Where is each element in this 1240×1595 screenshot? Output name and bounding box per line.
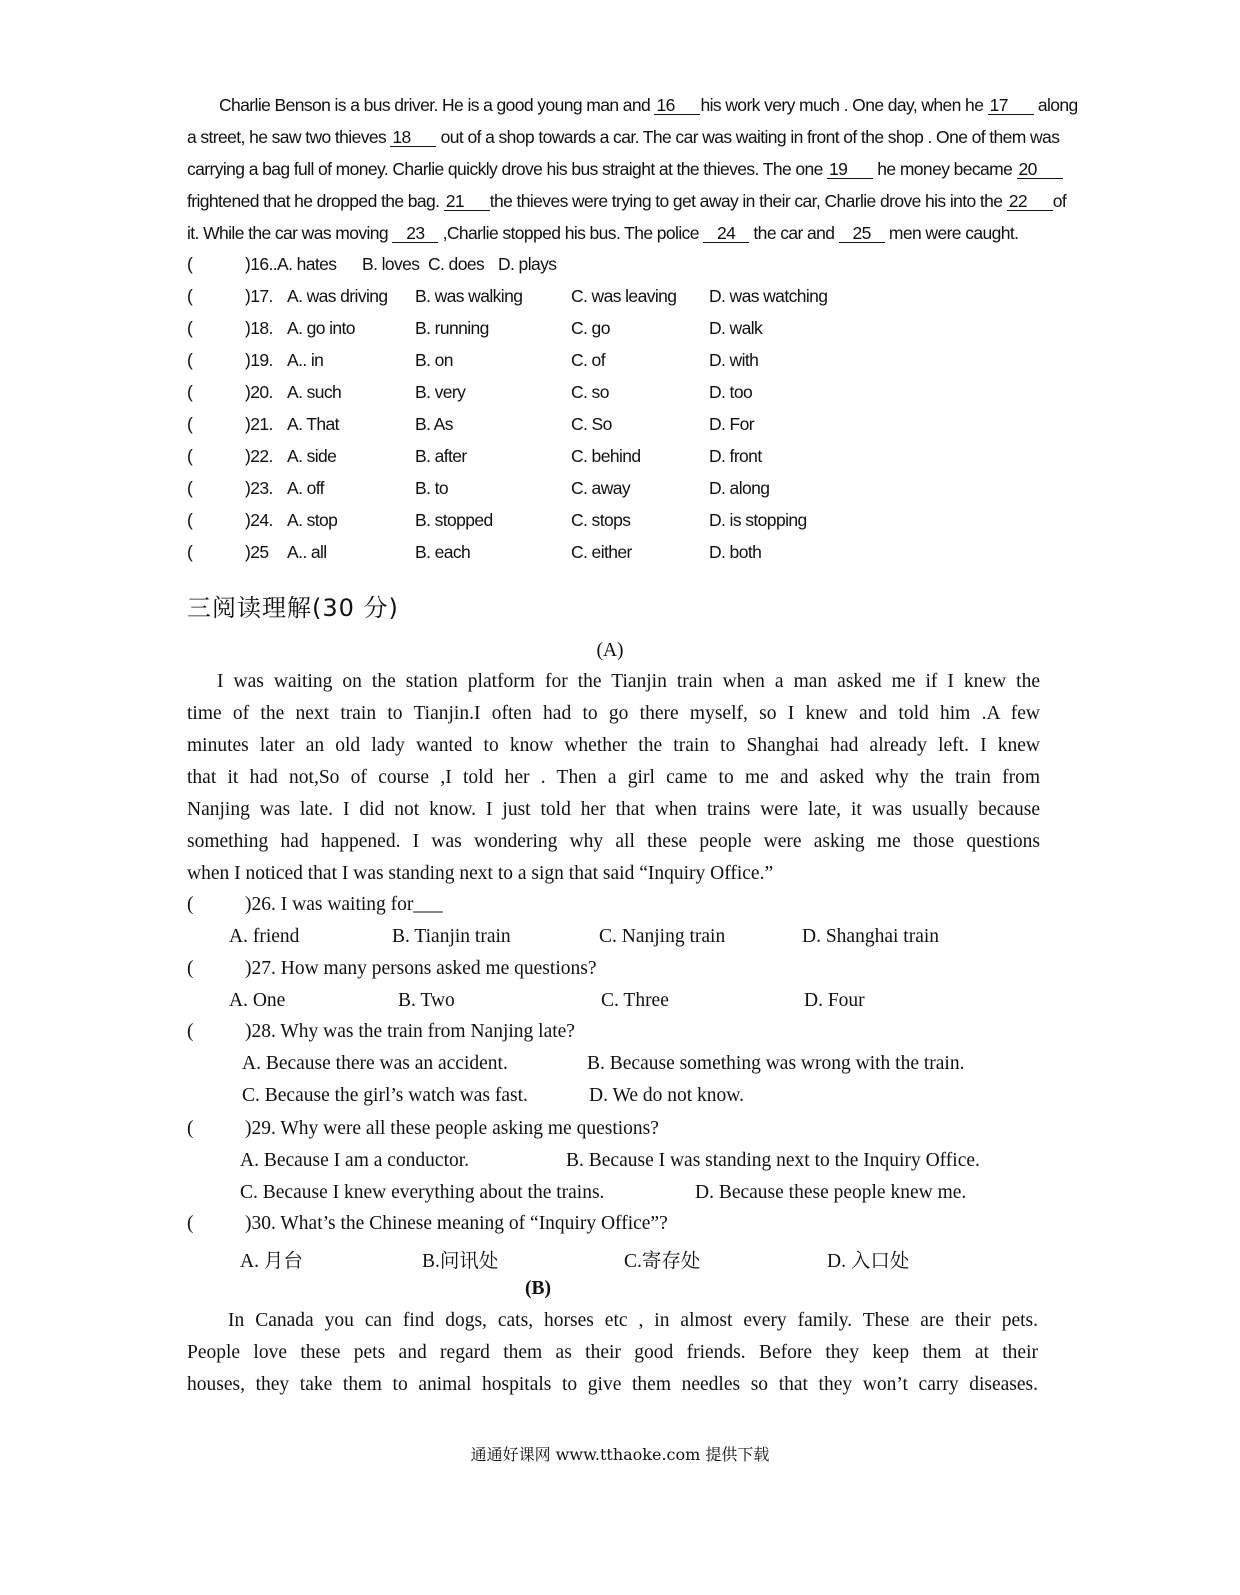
option-c: C. Because the girl’s watch was fast. [242,1085,528,1106]
passage-line: houses, they take them to animal hospitals to give them needles so that they won’t carry diseases. [187,1374,1038,1395]
option-a: A. such [287,382,342,402]
option-c: C. so [571,382,609,402]
options-row [187,990,1047,1016]
cloze-text: carrying a bag full of money. Charlie quickly drove his bus straight at the thieves. The one [187,159,828,179]
option-c: C. Three [601,990,669,1011]
cloze-line [187,127,1060,148]
cloze-question-row [187,414,1047,438]
cloze-question-row [187,254,1047,278]
question-number: )16..A. hates [245,254,337,274]
question-number: )17. [245,286,273,306]
cloze-blank: 22 [1007,192,1053,211]
question-number: )21. [245,414,273,434]
option-a: A. Because I am a conductor. [240,1150,470,1171]
cloze-question-row [187,478,1047,502]
cloze-text: a street, he saw two thieves [187,127,391,147]
option-a: A. Because there was an accident. [242,1053,508,1074]
question-number: )19. [245,350,273,370]
question-stem [187,894,1047,920]
option-d: D. walk [709,318,763,338]
cloze-question-row [187,318,1047,342]
answer-paren: ( [187,446,193,466]
page-footer: 通通好课网 www.tthaoke.com 提供下载 [470,1445,770,1464]
option-a: A. side [287,446,337,466]
option-d: D. plays [498,254,557,274]
cloze-text: out of a shop towards a car. The car was waiting in front of the shop . One of them was [436,127,1060,147]
question-text: )26. I was waiting for___ [245,894,443,915]
option-b: B. very [415,382,466,402]
answer-paren: ( [187,510,193,530]
cloze-blank: 25 [839,224,885,243]
cloze-text: it. While the car was moving [187,223,393,243]
question-text: )27. How many persons asked me questions? [245,958,597,979]
answer-paren: ( [187,1118,194,1139]
option-b: B. each [415,542,471,562]
option-b: B. Because something was wrong with the train. [587,1053,965,1074]
cloze-blank: 23 [392,224,438,243]
cloze-text: the car and [749,223,839,243]
option-d: D. is stopping [709,510,807,530]
cloze-line [187,95,1078,116]
question-stem [187,1213,1047,1239]
passage-line: minutes later an old lady wanted to know whether the train to Shanghai had already left. I knew [187,735,1040,756]
passage-line: Nanjing was late. I did not know. I just told her that when trains were late, it was usually because [187,799,1040,820]
cloze-line [187,223,1040,244]
cloze-question-row [187,286,1047,310]
passage-a-label: (A) [596,640,624,661]
option-a: A. That [287,414,339,434]
option-a: A. friend [229,926,300,947]
options-row [187,1085,1047,1111]
answer-paren: ( [187,1213,194,1234]
cloze-blank: 17 [988,96,1034,115]
question-number: )23. [245,478,273,498]
answer-paren: ( [187,414,193,434]
option-b: B. on [415,350,453,370]
answer-paren: ( [187,382,193,402]
option-b: B. Because I was standing next to the Inquiry Office. [566,1150,980,1171]
option-a: A. One [229,990,286,1011]
cloze-question-row [187,542,1047,566]
option-d: D. Shanghai train [802,926,940,947]
cloze-blank: 18 [390,128,436,147]
question-text: )30. What’s the Chinese meaning of “Inquiry Office”? [245,1213,668,1234]
question-text: )29. Why were all these people asking me questions? [245,1118,659,1139]
answer-paren: ( [187,254,193,274]
option-a: A. 月台 [240,1251,303,1272]
option-b: B. after [415,446,467,466]
question-text: )28. Why was the train from Nanjing late? [245,1021,575,1042]
option-c: C. does [428,254,485,274]
option-c: C. go [571,318,610,338]
option-b: B. As [415,414,453,434]
options-row [187,1053,1047,1079]
option-d: D. Four [804,990,865,1011]
option-d: D. For [709,414,755,434]
cloze-text: ,Charlie stopped his bus. The police [438,223,704,243]
option-d: D. front [709,446,762,466]
option-c: C. So [571,414,612,434]
option-c: C. of [571,350,605,370]
option-b: B. running [415,318,489,338]
option-d: D. was watching [709,286,828,306]
answer-paren: ( [187,542,193,562]
cloze-text: Charlie Benson is a bus driver. He is a good young man and [219,95,655,115]
option-d: D. We do not know. [589,1085,744,1106]
passage-line: I was waiting on the station platform for the Tianjin train when a man asked me if I knew the [217,671,1040,692]
passage-line: In Canada you can find dogs, cats, horses etc , in almost every family. These are their pets. [228,1310,1038,1331]
cloze-blank: 24 [703,224,749,243]
option-c: C.寄存处 [624,1251,701,1272]
question-number: )18. [245,318,273,338]
passage-b-label: (B) [525,1278,551,1299]
question-stem [187,1118,1047,1144]
question-number: )20. [245,382,273,402]
option-a: A. stop [287,510,338,530]
cloze-question-row [187,382,1047,406]
answer-paren: ( [187,318,193,338]
option-d: D. too [709,382,753,402]
option-b: B. stopped [415,510,493,530]
option-d: D. Because these people knew me. [695,1182,967,1203]
option-d: D. along [709,478,770,498]
option-c: C. either [571,542,632,562]
option-c: C. Nanjing train [599,926,726,947]
option-c: C. stops [571,510,631,530]
options-row [187,1245,1047,1271]
cloze-text: along [1033,95,1078,115]
option-a: A.. in [287,350,324,370]
cloze-question-row [187,446,1047,470]
option-b: B. Two [398,990,455,1011]
option-c: C. was leaving [571,286,677,306]
question-number: )22. [245,446,273,466]
option-b: B. was walking [415,286,523,306]
cloze-blank: 20 [1017,160,1063,179]
option-b: B.问讯处 [422,1251,499,1272]
question-number: )24. [245,510,273,530]
option-d: D. both [709,542,762,562]
option-a: A. go into [287,318,355,338]
answer-paren: ( [187,286,193,306]
cloze-text: of [1052,191,1067,211]
option-c: C. Because I knew everything about the trains. [240,1182,605,1203]
question-stem [187,958,1047,984]
option-a: A. off [287,478,324,498]
options-row [187,1182,1047,1208]
section-title: 三阅读理解(30 分) [187,594,399,622]
cloze-text: he money became [873,159,1017,179]
option-d: D. 入口处 [827,1251,910,1272]
question-number: )25 [245,542,269,562]
options-row [187,926,1047,952]
answer-paren: ( [187,1021,194,1042]
cloze-line [187,159,1040,180]
option-c: C. away [571,478,631,498]
passage-line: that it had not,So of course ,I told her . Then a girl came to me and asked why the train from [187,767,1040,788]
cloze-text: frightened that he dropped the bag. [187,191,444,211]
cloze-question-row [187,510,1047,534]
passage-line: something had happened. I was wondering why all these people were asking me those questions [187,831,1040,852]
answer-paren: ( [187,958,194,979]
answer-paren: ( [187,894,194,915]
answer-paren: ( [187,350,193,370]
cloze-line [187,191,1067,212]
option-a: A. was driving [287,286,388,306]
option-b: B. loves [362,254,420,274]
passage-line: time of the next train to Tianjin.I often had to go there myself, so I knew and told him .A few [187,703,1040,724]
cloze-text: his work very much . One day, when he [700,95,988,115]
options-row [187,1150,1047,1176]
option-c: C. behind [571,446,641,466]
cloze-blank: 19 [827,160,873,179]
answer-paren: ( [187,478,193,498]
option-a: A.. all [287,542,327,562]
passage-line: People love these pets and regard them as their good friends. Before they keep them at their [187,1342,1038,1363]
cloze-blank: 21 [444,192,490,211]
cloze-text: men were caught. [884,223,1019,243]
cloze-text: the thieves were trying to get away in their car, Charlie drove his into the [489,191,1007,211]
cloze-question-row [187,350,1047,374]
option-d: D. with [709,350,759,370]
option-b: B. to [415,478,448,498]
passage-line: when I noticed that I was standing next to a sign that said “Inquiry Office.” [187,863,774,884]
cloze-blank: 16 [654,96,700,115]
option-b: B. Tianjin train [392,926,511,947]
question-stem [187,1021,1047,1047]
